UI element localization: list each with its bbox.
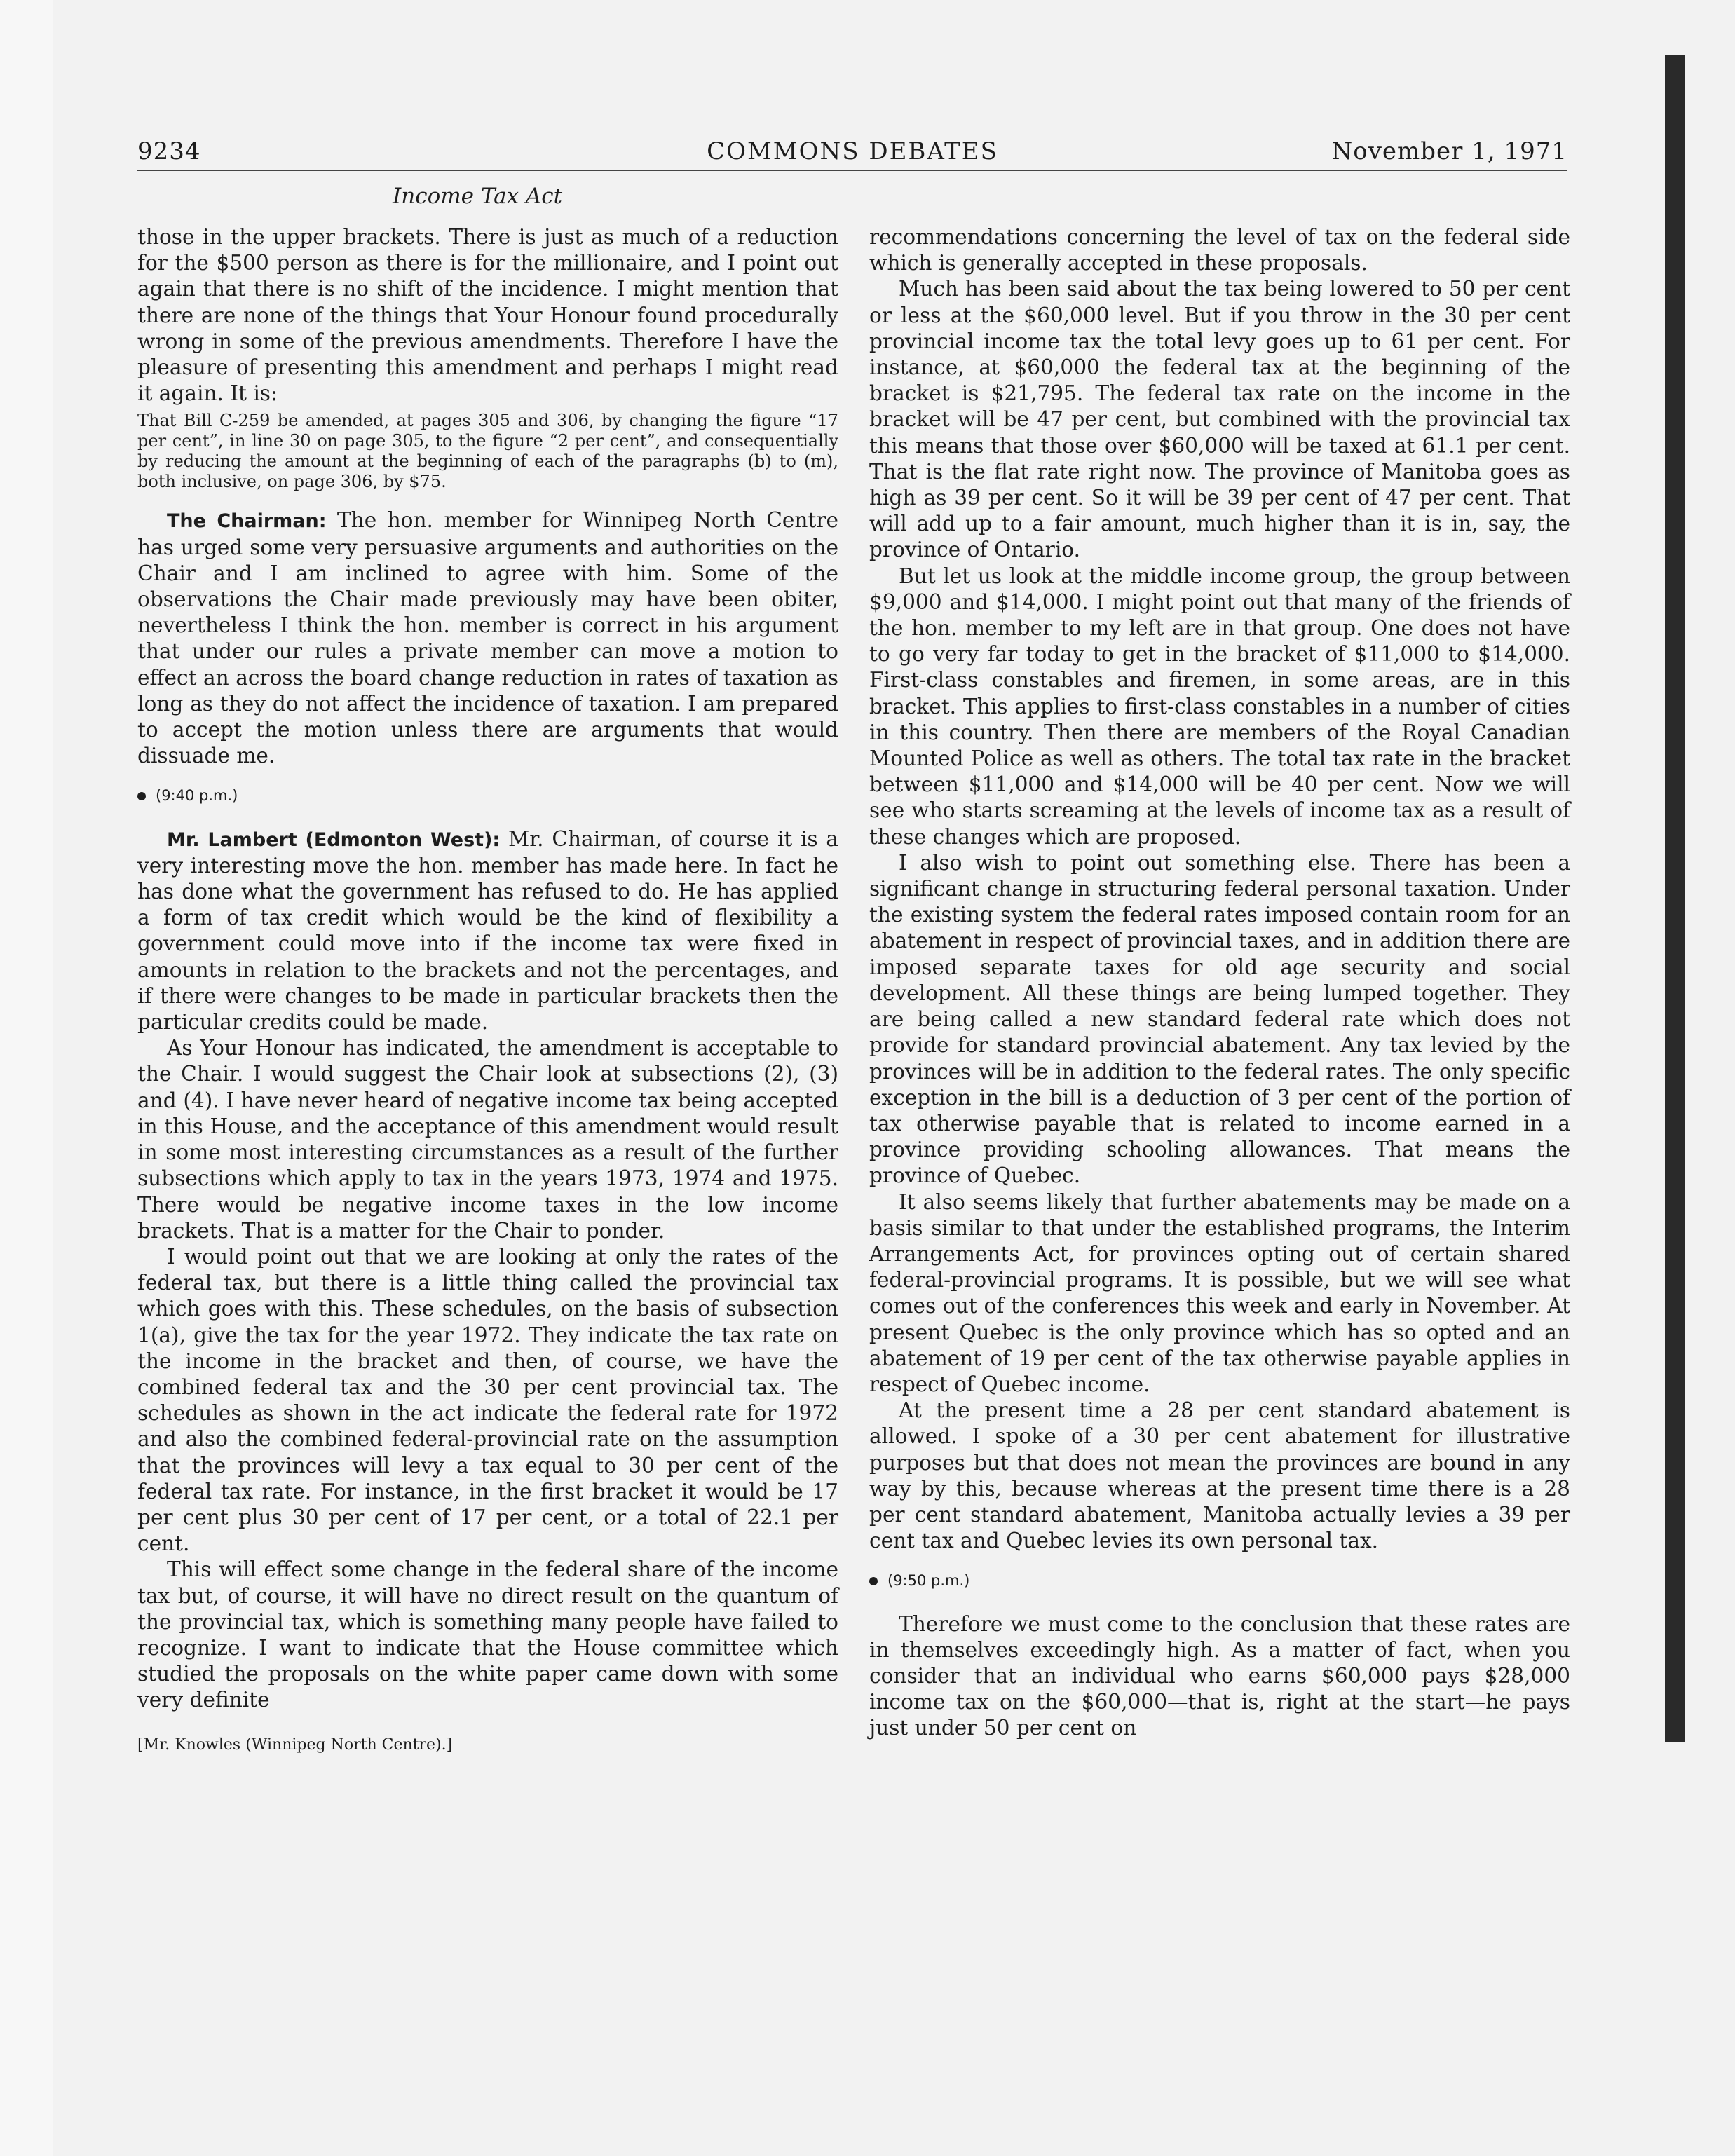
scan-edge-bar [1665, 55, 1685, 1742]
speech-text: The hon. member for Winnipeg North Centre has urged some very persuasive arguments and authorities on the Chair and I am inclined to agree with him. Some of the observations the Chair made previously may have been obiter, nevertheless I think the hon. member is correct in his argument that under our rules a private member can move a motion to effect an across the board change reduction in rates of taxation as long as they do not affect the incidence of taxation. I am prepared to accept the motion unless there are arguments that would dissuade me. [137, 508, 838, 768]
time-text: (9:50 p.m.) [887, 1572, 970, 1590]
paragraph: It also seems likely that further abatements may be made on a basis similar to that under the established programs, the Interim Arrangements Act, for provinces opting out of certain shared federal-provincial programs. It is possible, but we will see what comes out of the conferences this week and early in November. At present Quebec is the only province which has so opted and an abatement of 19 per cent of the tax otherwise payable applies in respect of Quebec income. [869, 1189, 1570, 1396]
scan-margin [0, 0, 53, 2156]
page-date: November 1, 1971 [1331, 137, 1567, 165]
section-subtitle: Income Tax Act [393, 184, 563, 209]
amendment-quote: That Bill C-259 be amended, at pages 305 and 306, by changing the figure “17 per cent”, in line 30 on page 305, to the figure “2 per cent”, and consequentially by reducing the amount at the beginning of each of the paragraphs (b) to (m), both inclusive, on page 306, by $75. [137, 411, 838, 492]
bullet-icon [869, 1577, 878, 1585]
time-stamp [869, 1568, 1570, 1594]
paragraph [137, 826, 838, 1036]
paragraph: I would point out that we are looking at only the rates of the federal tax, but there is a little thing called the provincial tax which goes with this. These schedules, on the basis of subsection 1(a), give the tax for the year 1972. They indicate the tax rate on the income in the bracket and then, of course, we have the combined federal tax and the 30 per cent provincial tax. The schedules as shown in the act indicate the federal rate for 1972 and also the combined federal-provincial rate on the assumption that the provinces will levy a tax equal to 30 per cent of the federal tax rate. For instance, in the first bracket it would be 17 per cent plus 30 per cent of 17 per cent, or a total of 22.1 per cent. [137, 1244, 838, 1556]
paragraph: This will effect some change in the federal share of the income tax but, of course, it will have no direct result on the quantum of the provincial tax, which is something many people have failed to recognize. I want to indicate that the House committee which studied the proposals on the white paper came down with some very definite [137, 1557, 838, 1712]
paragraph: those in the upper brackets. There is just as much of a reduction for the $500 person as there is for the millionaire, and I point out again that there is no shift of the incidence. I might mention that there are none of the things that Your Honour found procedurally wrong in some of the previous amendments. Therefore I have the pleasure of presenting this amendment and perhaps I might read it again. It is: [137, 225, 838, 406]
right-column [869, 224, 1570, 1742]
paragraph: Therefore we must come to the conclusion that these rates are in themselves exceedingly high. As a matter of fact, when you consider that an individual who earns $60,000 pays $28,000 income tax on the $60,000—that is, right at the start—he pays just under 50 per cent on [869, 1611, 1570, 1740]
paragraph: I also wish to point out something else. There has been a significant change in structuring federal personal taxation. Under the existing system the federal rates imposed contain room for an abatement in respect of provincial taxes, and in addition there are imposed separate taxes for old age security and social development. All these things are being lumped together. They are being called a new standard federal rate which does not provide for standard provincial abatement. Any tax levied by the provinces will be in addition to the federal rates. The only specific exception in the bill is a deduction of 3 per cent of the portion of tax otherwise payable that is related to income earned in a province providing schooling allowances. That means the province of Quebec. [869, 850, 1570, 1188]
bullet-icon [137, 792, 146, 800]
speaker-footer-note: [Mr. Knowles (Winnipeg North Centre).] [137, 1735, 453, 1754]
paragraph: recommendations concerning the level of tax on the federal side which is generally accepted in these proposals. [869, 225, 1570, 275]
speaker-name: Mr. Lambert (Edmonton West): [167, 828, 501, 851]
left-column [137, 224, 838, 1758]
publication-title: COMMONS DEBATES [707, 137, 998, 165]
page-header [137, 135, 1567, 171]
paragraph: As Your Honour has indicated, the amendment is acceptable to the Chair. I would suggest the Chair look at subsections (2), (3) and (4). I have never heard of negative income tax being accepted in this House, and the acceptance of this amendment would result in some most interesting circumstances as a result of the further subsections which apply to tax in the years 1973, 1974 and 1975. There would be negative income taxes in the low income brackets. That is a matter for the Chair to ponder. [137, 1036, 838, 1243]
paragraph [137, 507, 838, 769]
speech-text: Mr. Chairman, of course it is a very interesting move the hon. member has made here. In fact he has done what the government has refused to do. He has applied a form of tax credit which would be the kind of flexibility a government could move into if the income tax were fixed in amounts in relation to the brackets and not the percentages, and if there were changes to be made in particular brackets then the particular credits could be made. [137, 826, 838, 1035]
time-stamp [137, 783, 838, 809]
speaker-name: The Chairman: [167, 510, 327, 533]
paragraph: Much has been said about the tax being lowered to 50 per cent or less at the $60,000 level. But if you throw in the 30 per cent provincial income tax the total levy goes up to 61 per cent. For instance, at $60,000 the federal tax at the beginning of the bracket is $21,795. The federal tax rate on the income in the bracket will be 47 per cent, but combined with the provincial tax this means that those over $60,000 will be taxed at 61.1 per cent. That is the flat rate right now. The province of Manitoba goes as high as 39 per cent. So it will be 39 per cent of 47 per cent. That will add up to a fair amount, much higher than it is in, say, the province of Ontario. [869, 277, 1570, 562]
paragraph: At the present time a 28 per cent standard abatement is allowed. I spoke of a 30 per cent abatement for illustrative purposes but that does not mean the provinces are bound in any way by this, because whereas at the present time there is a 28 per cent standard abatement, Manitoba actually levies a 39 per cent tax and Quebec levies its own personal tax. [869, 1398, 1570, 1553]
page-number: 9234 [137, 137, 201, 165]
paragraph: But let us look at the middle income group, the group between $9,000 and $14,000. I might point out that many of the friends of the hon. member to my left are in that group. One does not have to go very far today to get in the bracket of $11,000 to $14,000. First-class constables and firemen, in some areas, are in this bracket. This applies to first-class constables in a number of cities in this country. Then there are members of the Royal Canadian Mounted Police as well as others. The total tax rate in the bracket between $11,000 and $14,000 will be 40 per cent. Now we will see who starts screaming at the levels of income tax as a result of these changes which are proposed. [869, 564, 1570, 849]
time-text: (9:40 p.m.) [156, 787, 238, 805]
